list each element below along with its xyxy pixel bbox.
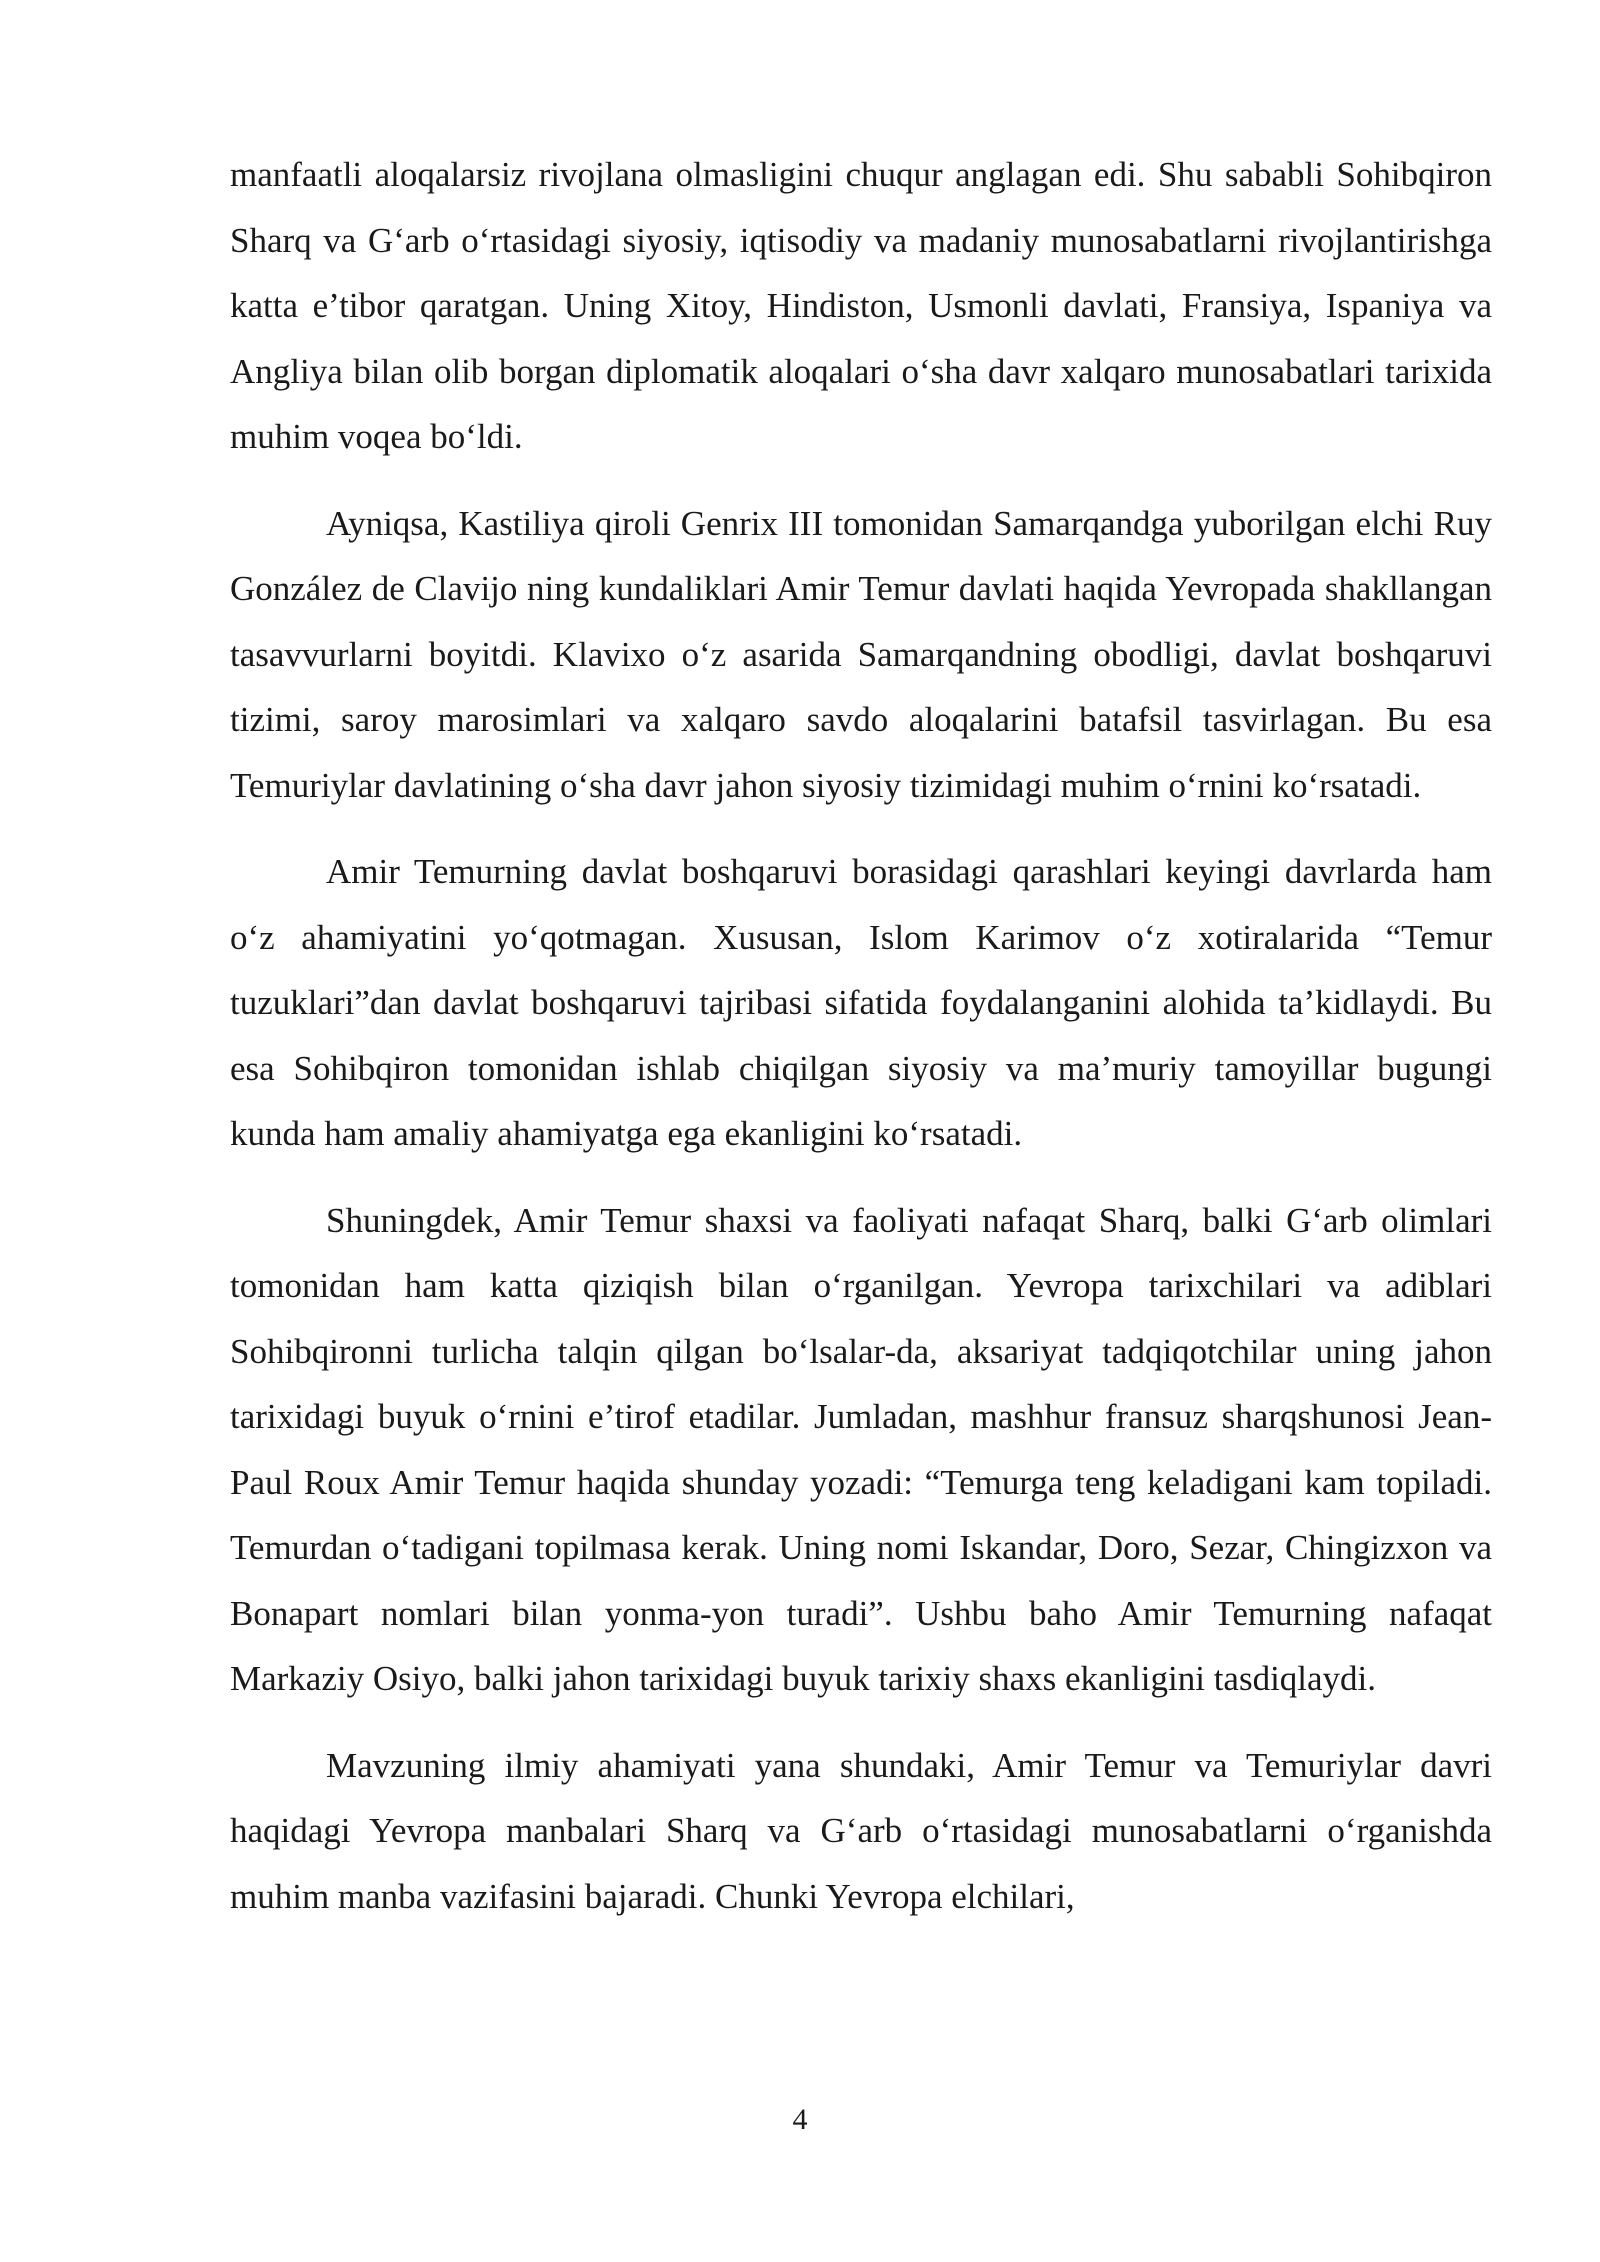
- page-number: 4: [792, 2103, 808, 2136]
- body-text: [230, 142, 1492, 1950]
- paragraph-continued: manfaatli aloqalarsiz rivojlana olmasligini chuqur anglagan edi. Shu sababli Sohibqiron Sharq va G‘arb o‘rtasidagi siyosiy, iqtisodiy va madaniy munosabatlarni rivojlantirishga katta e’tibor qaratgan. Uning Xitoy, Hindiston, Usmonli davlati, Fransiya, Ispaniya va Angliya bilan olib borgan diplomatik aloqalari o‘sha davr xalqaro munosabatlari tarixida muhim voqea bo‘ldi.: [230, 155, 1492, 456]
- paragraph: Ayniqsa, Kastiliya qiroli Genrix III tomonidan Samarqandga yuborilgan elchi Ruy González de Clavijo ning kundaliklari Amir Temur davlati haqida Yevropada shakllangan tasavvurlarni boyitdi. Klavixo o‘z asarida Samarqandning obodligi, davlat boshqaruvi tizimi, saroy marosimlari va xalqaro savdo aloqalarini batafsil tasvirlagan. Bu esa Temuriylar davlatining o‘sha davr jahon siyosiy tizimidagi muhim o‘rnini ko‘rsatadi.: [230, 503, 1492, 805]
- paragraph: Amir Temurning davlat boshqaruvi borasidagi qarashlari keyingi davrlarda ham o‘z ahamiyatini yo‘qotmagan. Xususan, Islom Karimov o‘z xotiralarida “Temur tuzuklari”dan davlat boshqaruvi tajribasi sifatida foydalanganini alohida ta’kidlaydi. Bu esa Sohibqiron tomonidan ishlab chiqilgan siyosiy va ma’muriy tamoyillar bugungi kunda ham amaliy ahamiyatga ega ekanligini ko‘rsatadi.: [230, 852, 1492, 1153]
- paragraph: Mavzuning ilmiy ahamiyati yana shundaki, Amir Temur va Temuriylar davri haqidagi Yevropa manbalari Sharq va G‘arb o‘rtasidagi munosabatlarni o‘rganishda muhim manba vazifasini bajaradi. Chunki Yevropa elchilari,: [230, 1745, 1492, 1916]
- paragraph: Shuningdek, Amir Temur shaxsi va faoliyati nafaqat Sharq, balki G‘arb olimlari tomonidan ham katta qiziqish bilan o‘rganilgan. Yevropa tarixchilari va adiblari Sohibqironni turlicha talqin qilgan bo‘lsalar-da, aksariyat tadqiqotchilar uning jahon tarixidagi buyuk o‘rnini e’tirof etadilar. Jumladan, mashhur fransuz sharqshunosi Jean-Paul Roux Amir Temur haqida shunday yozadi: “Temurga teng keladigani kam topiladi. Temurdan o‘tadigani topilmasa kerak. Uning nomi Iskandar, Doro, Sezar, Chingizxon va Bonapart nomlari bilan yonma-yon turadi”. Ushbu baho Amir Temurning nafaqat Markaziy Osiyo, balki jahon tarixidagi buyuk tarixiy shaxs ekanligini tasdiqlaydi.: [230, 1200, 1492, 1698]
